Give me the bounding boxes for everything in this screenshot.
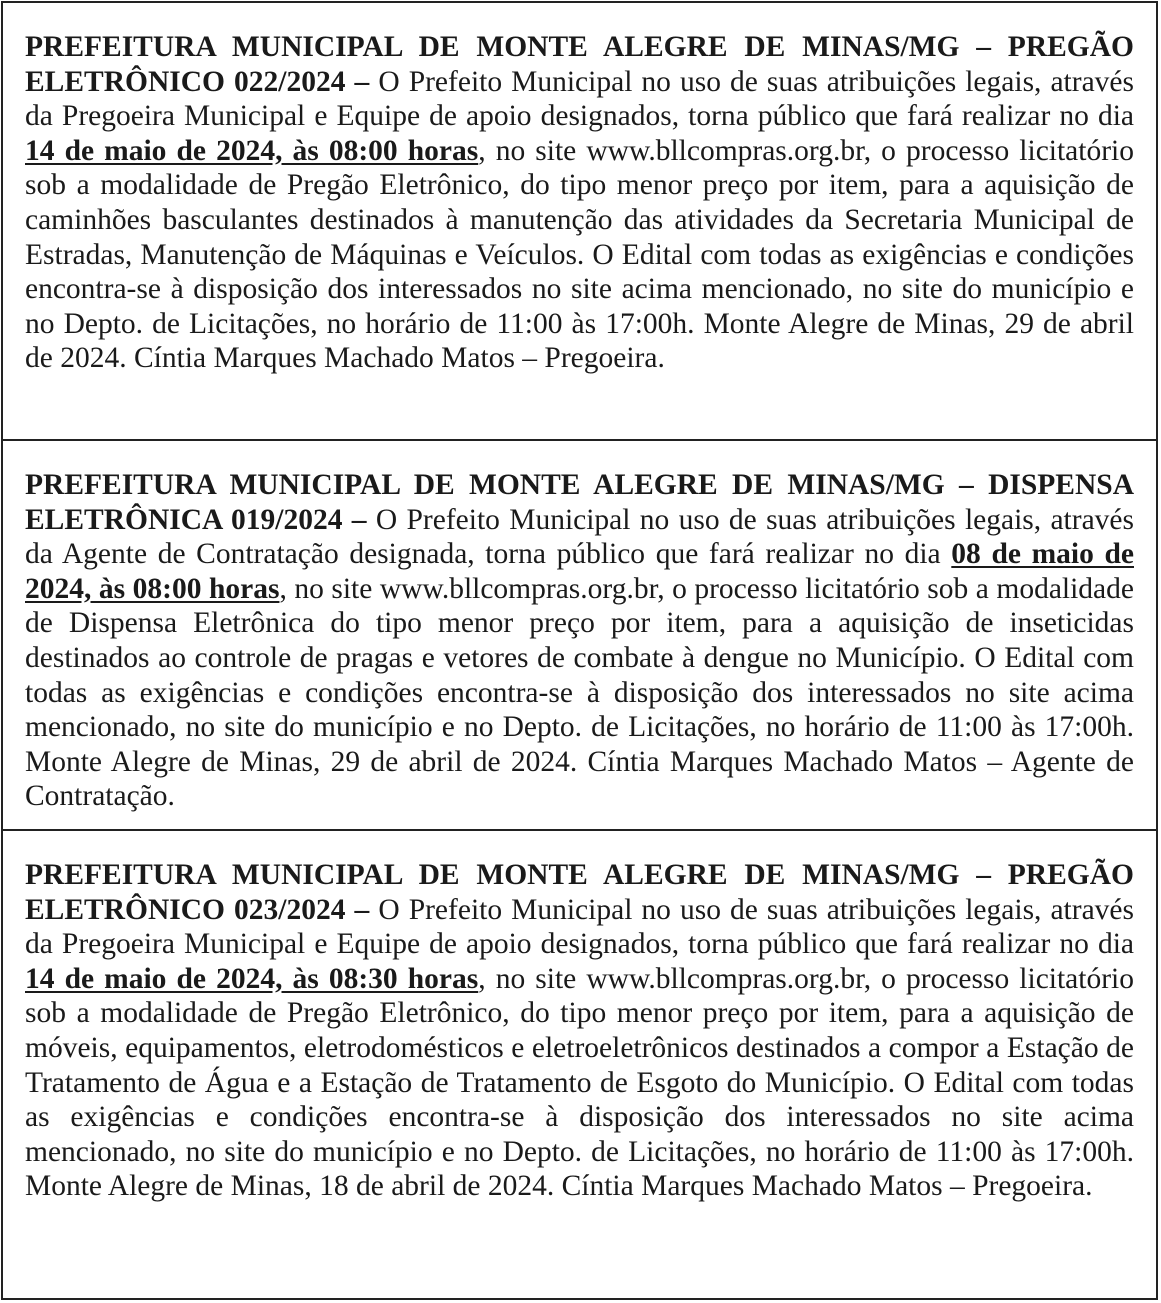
notice-body: O Prefeito Municipal no uso de suas atribuições legais, através da Pregoeira Municipal e Equipe de apoio designados, torna público que fará realizar no dia — [25, 893, 1134, 961]
notice-heading: PREFEITURA MUNICIPAL DE MONTE ALEGRE DE MINAS/MG – PREGÃO ELETRÔNICO 022/2024 – — [25, 31, 1134, 98]
notice-dispensa-019-2024 — [3, 441, 1156, 831]
notice-body-continued: , no site www.bllcompras.org.br, o processo licitatório sob a modalidade de Dispensa Eletrônica do tipo menor preço por item, para a aquisição de inseticidas destinados ao controle de pragas e vetores de combate à dengue no Município. O Edital com todas as exigências e condições encontra-se à disposição dos interessados no site acima mencionado, no site do município e no Depto. de Licitações, no horário de 11:00 às 17:00h. Monte Alegre de Minas, 29 de abril de 2024. Cíntia Marques Machado Matos – Agente de Contratação. — [25, 572, 1134, 813]
notice-pregao-023-2024 — [3, 831, 1156, 1298]
notice-date: 14 de maio de 2024, às 08:30 horas — [25, 962, 479, 995]
notice-body: O Prefeito Municipal no uso de suas atribuições legais, através da Pregoeira Municipal e Equipe de apoio designados, torna público que fará realizar no dia — [25, 65, 1134, 133]
notice-heading: PREFEITURA MUNICIPAL DE MONTE ALEGRE DE MINAS/MG – PREGÃO ELETRÔNICO 023/2024 – — [25, 859, 1134, 926]
notice-heading: PREFEITURA MUNICIPAL DE MONTE ALEGRE DE MINAS/MG – DISPENSA ELETRÔNICA 019/2024 – — [25, 469, 1134, 536]
notice-body-continued: , no site www.bllcompras.org.br, o processo licitatório sob a modalidade de Pregão Eletrônico, do tipo menor preço por item, para a aquisição de móveis, equipamentos, eletrodomésticos e eletroeletrônicos destinados a compor a Estação de Tratamento de Água e a Estação de Tratamento de Esgoto do Município. O Edital com todas as exigências e condições encontra-se à disposição dos interessados no site acima mencionado, no site do município e no Depto. de Licitações, no horário de 11:00 às 17:00h. Monte Alegre de Minas, 18 de abril de 2024. Cíntia Marques Machado Matos – Pregoeira. — [25, 962, 1134, 1203]
notice-body-continued: , no site www.bllcompras.org.br, o processo licitatório sob a modalidade de Pregão Eletrônico, do tipo menor preço por item, para a aquisição de caminhões basculantes destinados à manutenção das atividades da Secretaria Municipal de Estradas, Manutenção de Máquinas e Veículos. O Edital com todas as exigências e condições encontra-se à disposição dos interessados no site acima mencionado, no site do município e no Depto. de Licitações, no horário de 11:00 às 17:00h. Monte Alegre de Minas, 29 de abril de 2024. Cíntia Marques Machado Matos – Pregoeira. — [25, 134, 1134, 375]
notice-date: 08 de maio de 2024, às 08:00 horas — [25, 538, 1134, 605]
notice-body: O Prefeito Municipal no uso de suas atribuições legais, através da Agente de Contratação designada, torna público que fará realizar no dia — [25, 503, 1134, 571]
notice-pregao-022-2024 — [3, 3, 1156, 441]
notice-date: 14 de maio de 2024, às 08:00 horas — [25, 134, 479, 167]
notices-frame — [1, 1, 1158, 1300]
